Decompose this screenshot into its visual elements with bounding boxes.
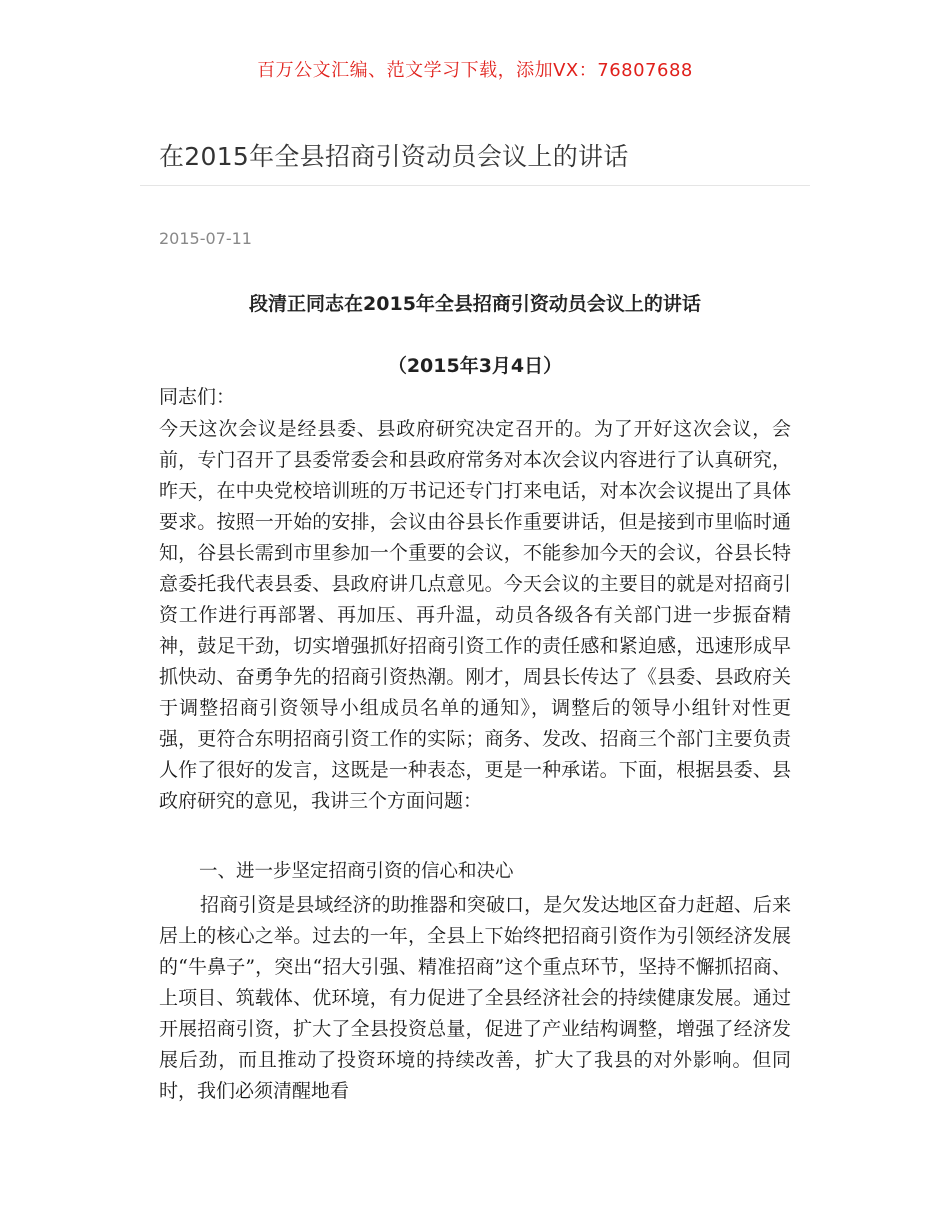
paragraph-1: 今天这次会议是经县委、县政府研究决定召开的。为了开好这次会议，会前，专门召开了县委常委会和县政府常务对本次会议内容进行了认真研究，昨天，在中央党校培训班的万书记还专门打来电话，对本次会议提出了具体要求。按照一开始的安排，会议由谷县长作重要讲话，但是接到市里临时通知，谷县长需到市里参加一个重要的会议，不能参加今天的会议，谷县长特意委托我代表县委、县政府讲几点意见。今天会议的主要目的就是对招商引资工作进行再部署、再加压、再升温，动员各级各有关部门进一步振奋精神，鼓足干劲，切实增强抓好招商引资工作的责任感和紧迫感，迅速形成早抓快动、奋勇争先的招商引资热潮。刚才，周县长传达了《县委、县政府关于调整招商引资领导小组成员名单的通知》，调整后的领导小组针对性更强，更符合东明招商引资工作的实际；商务、发改、招商三个部门主要负责人作了很好的发言，这既是一种表态，更是一种承诺。下面，根据县委、县政府研究的意见，我讲三个方面问题： <box>159 418 791 812</box>
speech-title: 段清正同志在2015年全县招商引资动员会议上的讲话 <box>249 293 701 315</box>
download-banner[interactable]: 百万公文汇编、范文学习下载，添加VX：76807688 <box>257 60 693 81</box>
speech-date: （2015年3月4日） <box>387 355 563 377</box>
article-title: 在2015年全县招商引资动员会议上的讲话 <box>159 142 629 171</box>
paragraph-2: 招商引资是县域经济的助推器和突破口，是欠发达地区奋力赶超、后来居上的核心之举。过去的一年，全县上下始终把招商引资作为引领经济发展的“牛鼻子”，突出“招大引强、精准招商”这个重点环节，坚持不懈抓招商、上项目、筑载体、优环境，有力促进了全县经济社会的持续健康发展。通过开展招商引资，扩大了全县投资总量，促进了产业结构调整，增强了经济发展后劲，而且推动了投资环境的持续改善，扩大了我县的对外影响。但同时，我们必须清醒地看 <box>159 894 791 1102</box>
publish-date: 2015-07-11 <box>159 229 252 248</box>
section-heading-1: 一、进一步坚定招商引资的信心和决心 <box>199 861 514 882</box>
salutation: 同志们： <box>159 386 236 408</box>
title-divider <box>140 185 810 186</box>
